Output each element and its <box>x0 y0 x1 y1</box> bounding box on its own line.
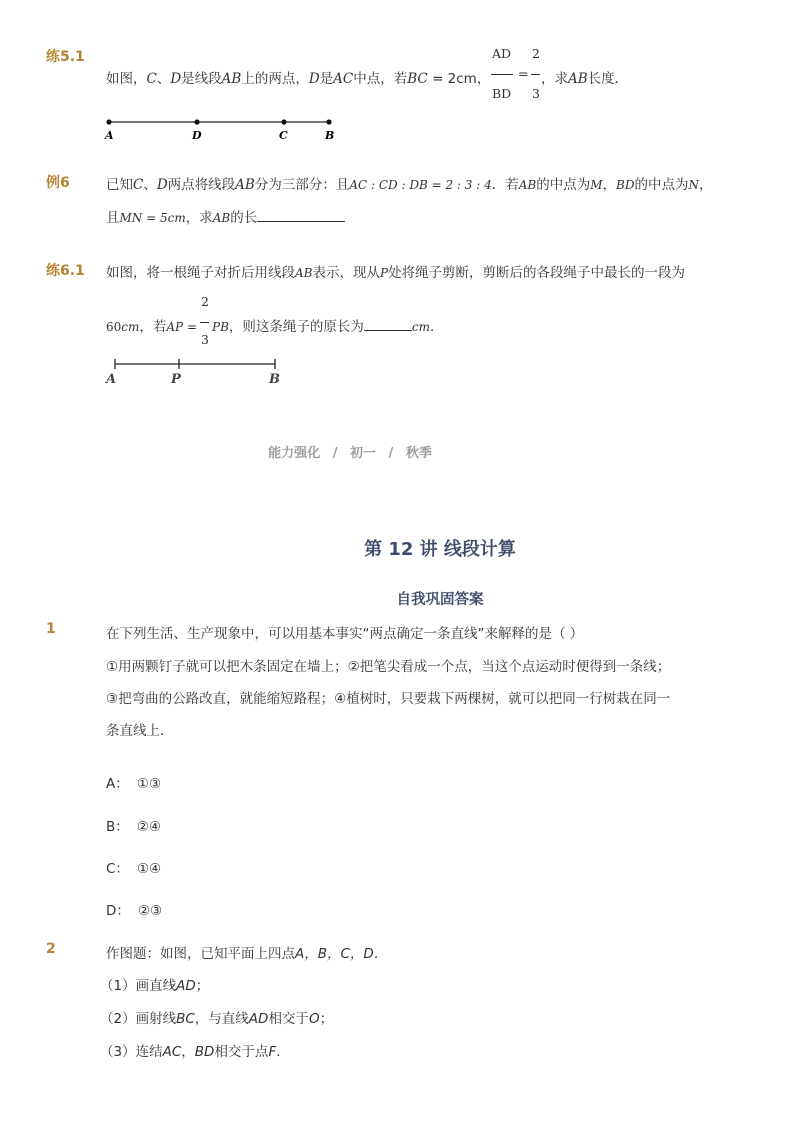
unit-cm: cm <box>411 320 431 334</box>
question-2-step-1 <box>100 974 209 994</box>
fraction-bar <box>200 322 209 323</box>
answer-blank <box>364 330 412 331</box>
option-b[interactable] <box>106 815 161 835</box>
text-segment: 是线段 <box>181 71 222 87</box>
var-pb: PB <box>212 320 229 334</box>
option-value: ①③ <box>136 776 161 792</box>
var-ab: AB <box>295 266 313 280</box>
option-key: C： <box>106 861 129 877</box>
point-a-label: A <box>106 372 117 387</box>
ap-expression: AP = <box>166 320 197 334</box>
var-bd: BD <box>194 1044 215 1060</box>
points-list: A，B，C，D <box>295 946 374 962</box>
value-60: 60 <box>106 320 122 334</box>
text-segment: 长度． <box>587 71 629 87</box>
equals-sign: = <box>518 66 529 81</box>
text-segment: 的长 <box>230 210 258 226</box>
text-segment: 两点将线段 <box>167 177 236 193</box>
fraction-denominator-3: 3 <box>532 86 540 101</box>
var-m: M <box>590 178 603 192</box>
point-a-label: A <box>105 129 114 142</box>
point-b-label: B <box>325 129 335 142</box>
footer-grade: 初一 <box>349 446 376 461</box>
text-segment: ； <box>319 1011 334 1027</box>
text-segment: 已知 <box>106 177 133 193</box>
fraction-denominator-3: 3 <box>201 332 209 347</box>
text-segment: （3）连结 <box>100 1044 163 1060</box>
text-segment: ，求 <box>541 71 568 87</box>
var-f: F <box>268 1044 277 1060</box>
footer-season: 秋季 <box>405 446 432 461</box>
point-b-dot <box>326 119 331 124</box>
text-segment: 相交于 <box>268 1011 309 1027</box>
exercise-6-1-line-2-end <box>212 315 444 335</box>
option-a[interactable] <box>106 772 161 792</box>
example-6-line-2 <box>106 206 345 226</box>
var-d: D <box>308 71 320 87</box>
text-segment: 、 <box>156 71 171 87</box>
exercise-5-1-text-end <box>541 67 628 87</box>
segment-figure-5-1 <box>100 112 350 146</box>
text-segment: . <box>276 1044 281 1060</box>
answer-blank <box>257 221 345 222</box>
text-segment: 如图，将一根绳子对折后用线段 <box>106 265 295 281</box>
exercise-6-1-label: 练6.1 <box>46 263 85 279</box>
text-segment: 上的两点， <box>241 71 309 87</box>
footer-separator: / <box>332 446 338 461</box>
point-c-dot <box>281 119 286 124</box>
fraction-numerator-2: 2 <box>532 46 540 61</box>
var-c: C <box>133 177 144 193</box>
var-ac: AC <box>162 1044 182 1060</box>
option-value: ②④ <box>136 819 161 835</box>
text-segment: 且 <box>106 210 120 226</box>
text-segment: ，则这条绳子的原长为 <box>228 319 364 335</box>
var-d: D <box>170 71 182 87</box>
text-segment: ． <box>430 319 444 335</box>
unit-cm: cm <box>121 320 140 334</box>
text-segment: （2）画射线 <box>100 1011 177 1027</box>
exercise-6-1-line-1 <box>106 261 685 281</box>
text-segment: 作图题：如图，已知平面上四点 <box>106 946 295 962</box>
point-p-label: P <box>171 372 181 387</box>
mn-expression: MN = 5cm <box>119 211 186 225</box>
var-p: P <box>379 266 389 280</box>
example-6-line-1 <box>106 173 712 193</box>
option-value: ②③ <box>137 903 163 919</box>
question-1-stem: 在下列生活、生产现象中，可以用基本事实“两点确定一条直线”来解释的是（ ） <box>106 626 584 642</box>
question-2-step-3 <box>100 1040 281 1060</box>
option-key: D： <box>106 903 130 919</box>
option-d[interactable] <box>106 899 162 919</box>
ratio-expression: AC : CD : DB = 2 : 3 : 4 <box>349 178 492 192</box>
text-segment: ， <box>698 177 713 193</box>
var-o: O <box>308 1011 320 1027</box>
text-segment: 分为三部分：且 <box>254 177 350 193</box>
point-d-dot <box>194 119 199 124</box>
var-bc: BC <box>407 71 428 87</box>
var-c: C <box>146 71 157 87</box>
text-segment: 的中点为 <box>634 177 689 193</box>
exercise-5-1-label: 练5.1 <box>46 49 85 65</box>
text-segment: 如图， <box>106 71 147 87</box>
text-segment: ，求 <box>185 210 213 226</box>
question-2-stem <box>106 942 378 962</box>
point-a-dot <box>106 119 111 124</box>
text-segment: 相交于点 <box>214 1044 269 1060</box>
option-key: A： <box>106 776 129 792</box>
footer-course: 能力强化 <box>268 446 321 461</box>
text-segment: . <box>373 946 379 962</box>
var-n: N <box>688 178 699 192</box>
question-1-number: 1 <box>46 621 56 637</box>
point-c-label: C <box>279 129 288 142</box>
var-ab: AB <box>212 211 231 225</box>
lecture-title: 第 12 讲 线段计算 <box>364 539 516 560</box>
footer-separator: / <box>388 446 394 461</box>
rope-figure-6-1 <box>104 355 294 391</box>
var-ad: AD <box>248 1011 269 1027</box>
text-segment: ．若 <box>491 177 519 193</box>
text-segment: ，与直线 <box>194 1011 249 1027</box>
question-1-line-4: 条直线上． <box>106 723 174 739</box>
fraction-numerator-2: 2 <box>201 294 209 309</box>
text-segment: ， <box>602 177 616 193</box>
option-key: B： <box>106 819 129 835</box>
var-ab: AB <box>568 71 588 87</box>
question-2-step-2 <box>100 1007 333 1027</box>
text-segment: ； <box>195 978 210 994</box>
example-6-label: 例6 <box>46 175 70 191</box>
fraction-bar <box>531 74 540 75</box>
point-b-label: B <box>269 372 280 387</box>
var-ab: AB <box>518 178 537 192</box>
var-ac: AC <box>333 71 354 87</box>
text-segment: 中点，若 <box>353 71 408 87</box>
text-segment: ，若 <box>139 319 167 335</box>
text-segment: （1）画直线 <box>100 978 177 994</box>
exercise-5-1-text <box>106 67 490 87</box>
text-segment: ， <box>181 1044 195 1060</box>
var-bc: BC <box>176 1011 195 1027</box>
text-segment: 、 <box>143 177 157 193</box>
var-ad: AD <box>176 978 196 994</box>
question-1-line-3: ③把弯曲的公路改直，就能缩短路程；④植树时，只要栽下两棵树，就可以把同一行树栽在同一 <box>106 691 671 707</box>
section-title: 自我巩固答案 <box>396 592 484 608</box>
text-segment: 的中点为 <box>536 177 591 193</box>
point-d-label: D <box>192 129 202 142</box>
var-ab: AB <box>235 177 255 193</box>
option-value: ①④ <box>136 861 162 877</box>
var-bd: BD <box>616 178 635 192</box>
page-footer <box>0 442 700 461</box>
text-segment: = 2cm， <box>427 71 491 87</box>
var-ab: AB <box>221 71 242 87</box>
question-2-number: 2 <box>46 941 56 957</box>
exercise-6-1-line-2-start <box>106 315 197 335</box>
fraction-denominator-bd: BD <box>492 86 512 101</box>
text-segment: 是 <box>319 71 334 87</box>
fraction-bar <box>491 74 513 75</box>
text-segment: 处将绳子剪断，剪断后的各段绳子中最长的一段为 <box>388 265 686 281</box>
text-segment: 表示，现从 <box>312 265 380 281</box>
fraction-numerator-ad: AD <box>492 46 512 61</box>
option-c[interactable] <box>106 857 161 877</box>
var-d: D <box>156 177 168 193</box>
question-1-line-2: ①用两颗钉子就可以把木条固定在墙上；②把笔尖看成一个点，当这个点运动时便得到一条线； <box>106 659 671 675</box>
